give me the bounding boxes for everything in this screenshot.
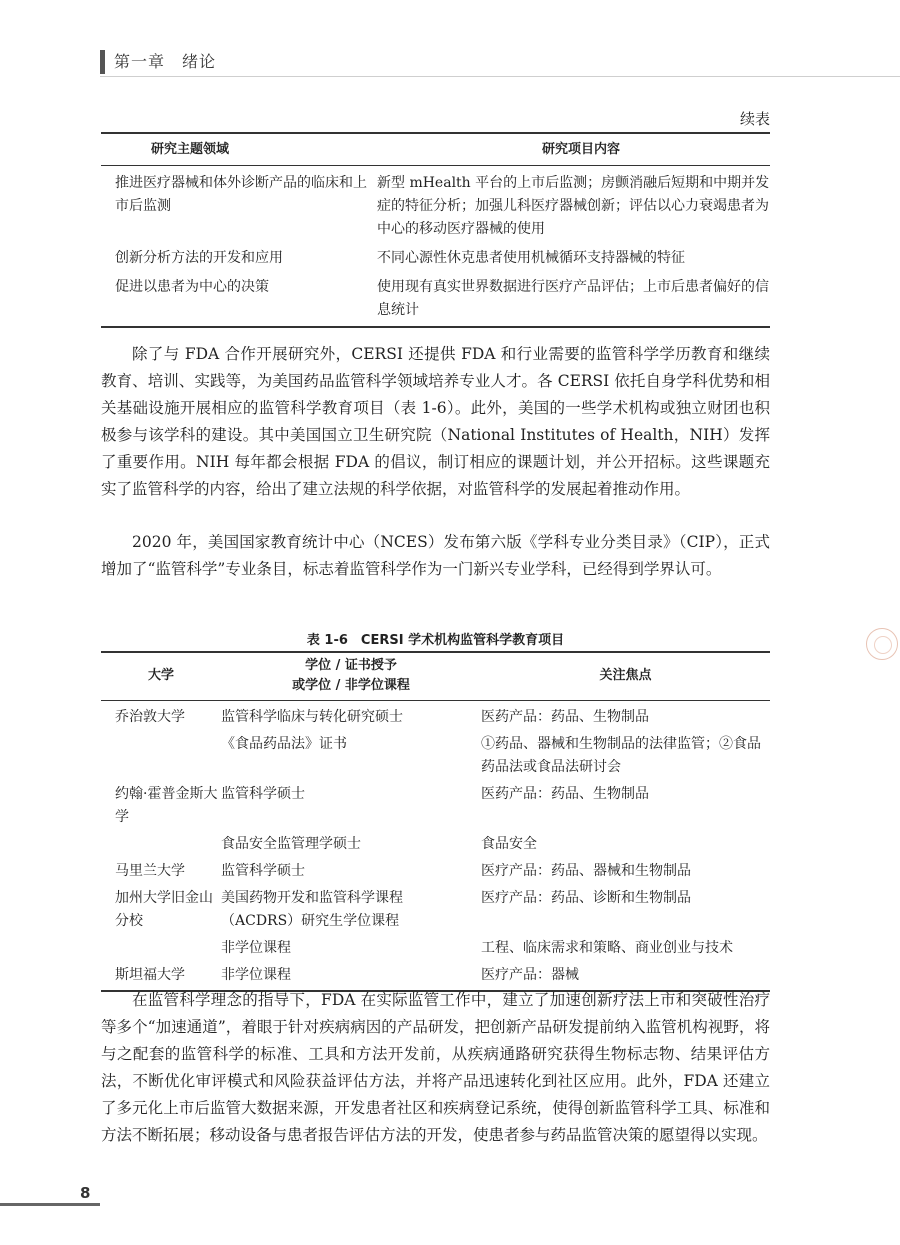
header-bar [100,50,105,74]
table-cell-university [101,832,221,859]
table-row [101,245,770,274]
body-paragraph: 在监管科学理念的指导下，FDA 在实际监管工作中，建立了加速创新疗法上市和突破性治疗等多个“加速通道”，着眼于针对疾病病因的产品研发，把创新产品研发提前纳入监管机构视野，将与之配套的监管科学的标准、工具和方法开发前，从疾病通路研究获得生物标志物、结果评估方法，不断优化审评模式和风险获益评估方法，并将产品迅速转化到社区应用。此外，FDA 还建立了多元化上市后监管大数据来源，开发患者社区和疾病登记系统，使得创新监管科学工具、标准和方法不断拓展；移动设备与患者报告评估方法的开发，使患者参与药品监管决策的愿望得以实现。 [101,991,770,1144]
table-cell-topic: 创新分析方法的开发和应用 [115,250,283,266]
table-cell-university: 加州大学旧金山分校 [115,890,213,929]
column-header-degree [221,652,481,701]
table-cell-focus: 医疗产品：器械 [481,967,579,983]
table-cell-degree: 监管科学硕士 [221,863,305,879]
table-cell-focus: 医疗产品：药品、诊断和生物制品 [481,890,691,906]
table-header-row [101,133,770,166]
table-row [101,732,770,782]
continued-label: 续表 [739,110,770,128]
table-cell-university: 马里兰大学 [115,863,185,879]
column-header-topic: 研究主题领域 [101,133,367,166]
table-cell-degree: 《食品药品法》证书 [221,736,347,752]
table-cell-university: 乔治敦大学 [115,709,185,725]
table-cell-topic: 推进医疗器械和体外诊断产品的临床和上市后监测 [115,175,367,214]
table-row [101,859,770,886]
column-header-degree-line1: 学位 / 证书授予 [305,658,397,673]
column-header-university: 大学 [101,652,221,701]
table-cell-focus: 医药产品：药品、生物制品 [481,786,649,802]
table-cell-degree: 非学位课程 [221,940,291,956]
table-row [101,886,770,936]
chapter-title: 第一章 绪论 [114,52,217,71]
table-row [101,832,770,859]
running-header [100,48,900,76]
table-cell-university [101,936,221,963]
table-cell-focus: 工程、临床需求和策略、商业创业与技术 [481,940,733,956]
column-header-content: 研究项目内容 [367,133,770,166]
column-header-degree-line2: 或学位 / 非学位课程 [292,678,410,693]
body-paragraph: 2020 年，美国国家教育统计中心（NCES）发布第六版《学科专业分类目录》（CIP），正式增加了“监管科学”专业条目，标志着监管科学作为一门新兴专业学科，已经得到学界认可。 [101,533,770,578]
cersi-education-table [101,651,770,992]
table-header-row [101,652,770,701]
table-row [101,274,770,327]
table-cell-university [101,732,221,782]
table-caption: 表 1-6 CERSI 学术机构监管科学教育项目 [306,633,565,648]
table-cell-focus: ①药品、器械和生物制品的法律监管；②食品药品法或食品法研讨会 [481,736,761,775]
library-stamp-icon [866,628,898,660]
table-cell-degree: 非学位课程 [221,967,291,983]
table-cell-focus: 医疗产品：药品、器械和生物制品 [481,863,691,879]
page-number: 8 [80,1184,91,1202]
table-cell-content: 新型 mHealth 平台的上市后监测；房颤消融后短期和中期并发症的特征分析；加强儿科医疗器械创新；评估以心力衰竭患者为中心的移动医疗器械的使用 [377,175,770,237]
table-row [101,166,770,246]
table-cell-content: 不同心源性休克患者使用机械循环支持器械的特征 [377,250,685,266]
table-cell-degree: 监管科学临床与转化研究硕士 [221,709,403,725]
column-header-focus: 关注焦点 [481,652,770,701]
table-cell-focus: 医药产品：药品、生物制品 [481,709,649,725]
research-topics-table [101,132,770,328]
footer-bar [0,1203,100,1206]
table-row [101,936,770,963]
body-paragraph: 除了与 FDA 合作开展研究外，CERSI 还提供 FDA 和行业需要的监管科学学历教育和继续教育、培训、实践等，为美国药品监管科学领域培养专业人才。各 CERSI 依托自身学科优势和相关基础设施开展相应的监管科学教育项目（表 1-6）。此外，美国的一些学术机构或独立财团也积极参与该学科的建设。其中美国国立卫生研究院（National Institutes of Health，NIH）发挥了重要作用。NIH 每年都会根据 FDA 的倡议，制订相应的课题计划，并公开招标。这些课题充实了监管科学的内容，给出了建立法规的科学依据，对监管科学的发展起着推动作用。 [101,345,770,498]
table-cell-content: 使用现有真实世界数据进行医疗产品评估；上市后患者偏好的信息统计 [377,279,769,318]
header-rule [100,76,900,77]
table-row [101,782,770,832]
table-cell-university: 斯坦福大学 [115,967,185,983]
table-cell-degree: 食品安全监管理学硕士 [221,836,361,852]
table-row [101,701,770,733]
table-cell-focus: 食品安全 [481,836,537,852]
table-cell-topic: 促进以患者为中心的决策 [115,279,269,295]
table-cell-degree: 美国药物开发和监管科学课程（ACDRS）研究生学位课程 [221,890,403,929]
table-cell-university: 约翰·霍普金斯大学 [115,786,218,825]
table-cell-degree: 监管科学硕士 [221,786,305,802]
